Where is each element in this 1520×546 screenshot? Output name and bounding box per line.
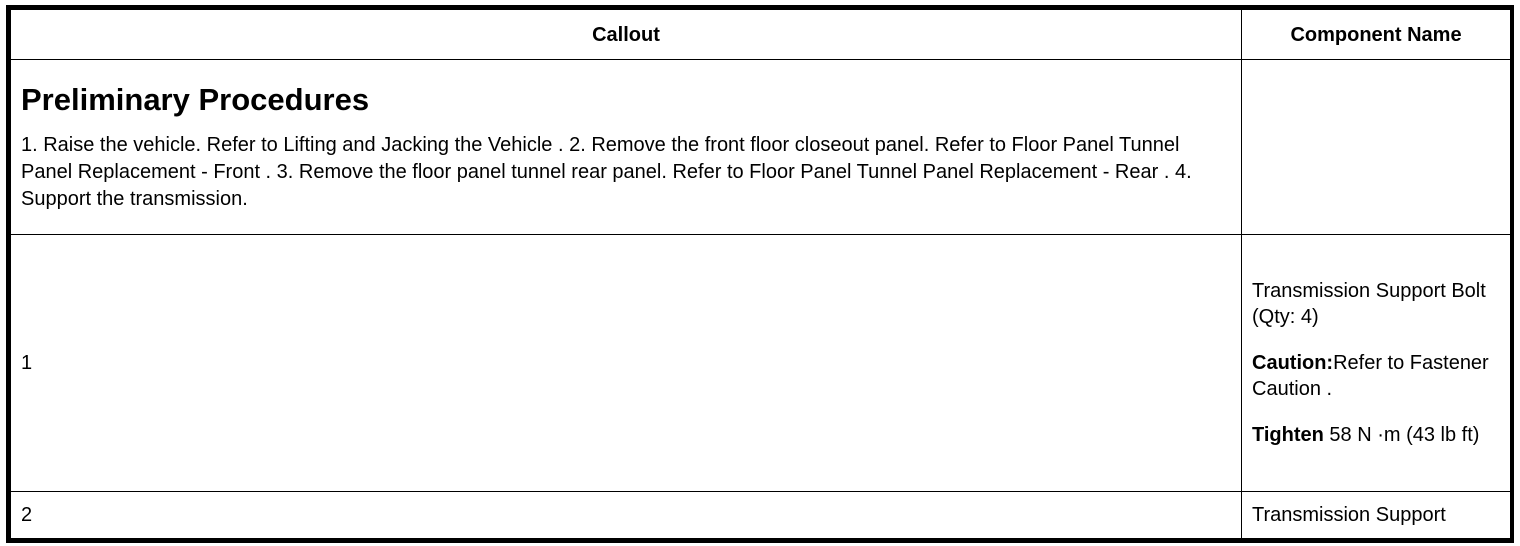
component-name-column-header: Component Name — [1242, 10, 1511, 60]
tighten-value: 58 N ·m (43 lb ft) — [1323, 424, 1480, 447]
preliminary-procedures-text: 1. Raise the vehicle. Refer to Lifting and Jacking the Vehicle . 2. Remove the front floor closeout panel. Refer to Floor Panel Tunnel Panel Replacement - Front . 3. Remove the floor panel tunnel rear panel. Refer to Floor Panel Tunnel Panel Replacement - Rear . 4. Support the transmission. — [21, 133, 1192, 210]
callout-cell: 1 — [11, 235, 1242, 492]
component-name-cell: Transmission Support — [1242, 492, 1511, 539]
table-header-row — [11, 10, 1511, 60]
caution-note — [1252, 350, 1500, 402]
callout-cell: 2 — [11, 492, 1242, 539]
preliminary-procedures-title: Preliminary Procedures — [21, 81, 370, 117]
tighten-spec — [1252, 422, 1500, 448]
procedure-table — [10, 9, 1511, 539]
procedure-table-frame — [6, 5, 1514, 543]
callout-column-header: Callout — [11, 10, 1242, 60]
preliminary-component-cell — [1242, 60, 1511, 235]
tighten-label: Tighten — [1252, 424, 1324, 447]
preliminary-procedures-cell — [11, 60, 1242, 235]
component-name-cell — [1242, 235, 1511, 492]
table-row — [11, 235, 1511, 492]
table-row — [11, 492, 1511, 539]
caution-text: Refer to Fastener Caution . — [1252, 352, 1489, 401]
component-name: Transmission Support Bolt (Qty: 4) — [1252, 280, 1486, 329]
preliminary-procedures-row — [11, 60, 1511, 235]
caution-label: Caution: — [1252, 352, 1334, 375]
